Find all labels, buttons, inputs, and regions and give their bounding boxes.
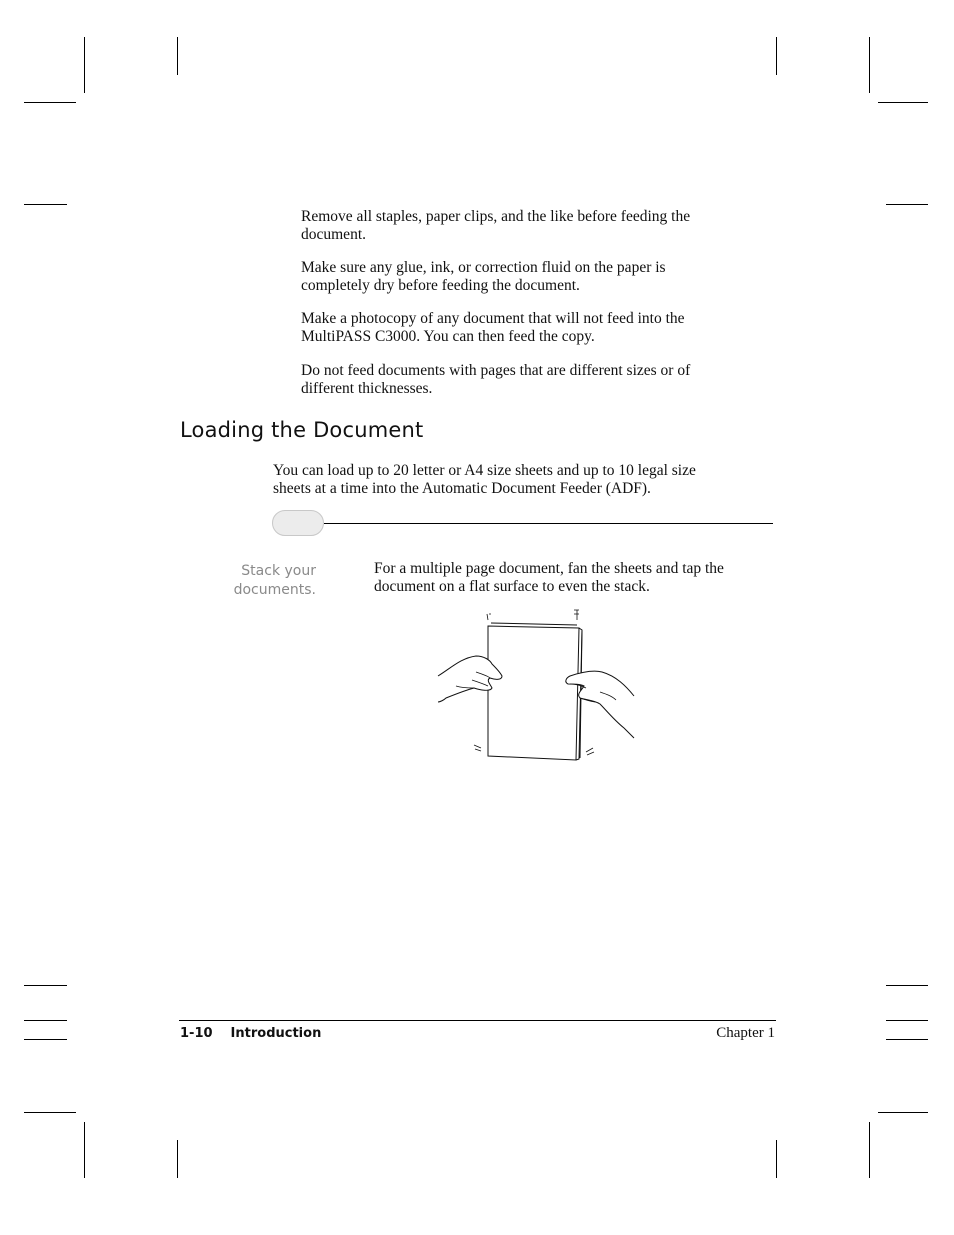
paragraph-line: For a multiple page document, fan the sheets and tap the: [374, 560, 724, 577]
side-note-line: Stack your: [241, 563, 316, 579]
crop-mark: [177, 1140, 178, 1178]
paragraph-line: document.: [301, 225, 366, 243]
crop-mark: [878, 102, 928, 103]
footer-left: [180, 1026, 321, 1041]
paragraph-line: Make a photocopy of any document that will not feed into the: [301, 310, 685, 327]
paragraph-line: Remove all staples, paper clips, and the like before feeding the: [301, 208, 691, 225]
paragraph-line: You can load up to 20 letter or A4 size sheets and up to 10 legal size: [273, 462, 696, 479]
paper-sheet-edge: [491, 623, 577, 625]
paragraph-line: document on a flat surface to even the stack.: [374, 577, 650, 595]
crop-mark: [886, 1020, 928, 1021]
footer-rule: [179, 1020, 776, 1021]
paragraph-line: different thicknesses.: [301, 379, 433, 397]
crop-mark: [24, 985, 67, 986]
paragraph-dry-glue: [301, 259, 666, 294]
crop-mark: [776, 37, 777, 75]
paragraph-line: Do not feed documents with pages that are different sizes or of: [301, 362, 691, 379]
crop-mark: [869, 37, 870, 93]
crop-mark: [177, 37, 178, 75]
paper-sheet: [488, 626, 579, 760]
crop-mark: [878, 1112, 928, 1113]
section-name: Introduction: [230, 1026, 322, 1041]
page-number: 1-10: [180, 1026, 213, 1041]
motion-mark: [574, 610, 579, 620]
chapter-label: Chapter 1: [716, 1025, 775, 1041]
step-marker: [272, 510, 324, 536]
section-intro: [273, 462, 696, 497]
crop-mark: [24, 204, 67, 205]
paragraph-different-sizes: [301, 362, 690, 397]
paragraph-remove-staples: [301, 208, 690, 243]
step-text: [374, 560, 724, 595]
paper-stack-illustration: [436, 606, 640, 766]
side-note-line: documents.: [233, 582, 316, 598]
motion-mark: [487, 614, 491, 620]
crop-mark: [24, 1039, 67, 1040]
paragraph-line: Make sure any glue, ink, or correction fluid on the paper is: [301, 259, 666, 276]
crop-mark: [84, 1122, 85, 1178]
section-heading: Loading the Document: [180, 418, 424, 442]
paragraph-line: sheets at a time into the Automatic Document Feeder (ADF).: [273, 479, 651, 497]
paragraph-photocopy: [301, 310, 685, 345]
crop-mark: [886, 204, 928, 205]
crop-mark: [886, 1039, 928, 1040]
crop-mark: [24, 102, 76, 103]
side-note: [200, 562, 316, 600]
paragraph-line: completely dry before feeding the document.: [301, 276, 580, 294]
crop-mark: [84, 37, 85, 93]
crop-mark: [776, 1140, 777, 1178]
motion-mark: [586, 748, 594, 755]
crop-mark: [869, 1122, 870, 1178]
step-rule: [324, 523, 773, 524]
motion-mark: [474, 745, 481, 751]
crop-mark: [24, 1020, 67, 1021]
crop-mark: [886, 985, 928, 986]
crop-mark: [24, 1112, 76, 1113]
paragraph-line: MultiPASS C3000. You can then feed the copy.: [301, 327, 595, 345]
